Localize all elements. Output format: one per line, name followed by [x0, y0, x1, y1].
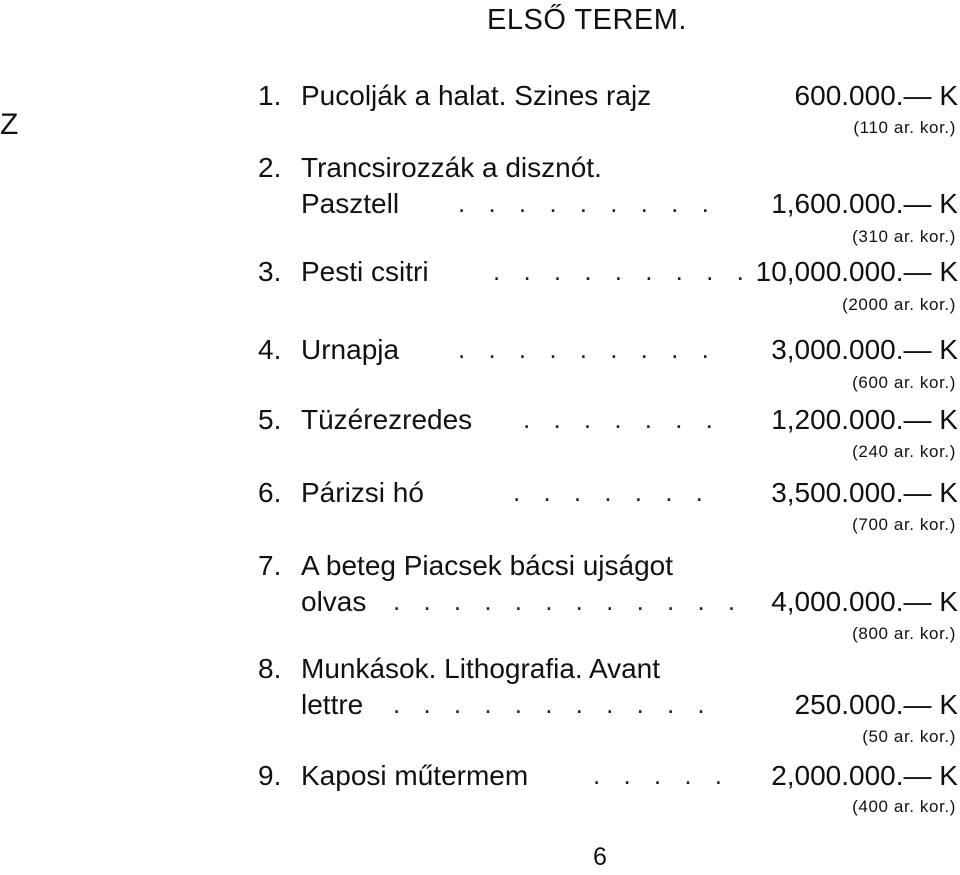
item-price: 4,000.000.— K	[771, 586, 958, 617]
item-title: Tüzérezredes	[301, 404, 473, 435]
item-number: 5.	[258, 404, 282, 435]
item-price: 1,200.000.— K	[771, 404, 958, 435]
item-note: (50 ar. kor.)	[862, 727, 956, 746]
item-title-line1: Trancsirozzák a disznót.	[301, 152, 602, 183]
item-note: (400 ar. kor.)	[852, 797, 956, 816]
item-title: Pesti csitri	[301, 256, 429, 287]
item-title: Urnapja	[301, 334, 400, 365]
item-leader-dots: . . . . . . . . .	[458, 188, 717, 218]
item-leader-dots: . . . . . . . . . . . .	[393, 586, 744, 616]
item-number: 3.	[258, 256, 282, 287]
item-number: 6.	[258, 477, 282, 508]
page-number: 6	[593, 843, 607, 871]
item-leader-dots: . . . . .	[593, 760, 731, 790]
item-note: (800 ar. kor.)	[852, 624, 956, 643]
item-price: 3,500.000.— K	[771, 477, 958, 508]
item-number: 1.	[258, 80, 282, 111]
item-price: 250.000.— K	[794, 689, 958, 720]
item-price: 2,000.000.— K	[771, 760, 958, 791]
item-note: (240 ar. kor.)	[852, 442, 956, 461]
page-heading: ELSŐ TEREM.	[487, 4, 687, 36]
item-leader-dots: . . . . . . . . . . .	[393, 689, 713, 719]
item-title: Párizsi hó	[301, 477, 424, 508]
item-number: 2.	[258, 152, 282, 183]
item-title: Pasztell	[301, 188, 400, 219]
item-price: 1,600.000.— K	[771, 188, 958, 219]
item-leader-dots: . . . . . . .	[513, 477, 711, 507]
item-title-line1: A beteg Piacsek bácsi ujságot	[301, 550, 674, 581]
item-price: 600.000.— K	[794, 80, 958, 111]
item-title: lettre	[301, 689, 364, 720]
item-price: 3,000.000.— K	[771, 334, 958, 365]
item-number: 8.	[258, 653, 282, 684]
item-price: 10,000.000.— K	[755, 256, 958, 287]
item-number: 4.	[258, 334, 282, 365]
item-leader-dots: . . . . . . . . .	[493, 256, 752, 286]
item-note: (700 ar. kor.)	[852, 515, 956, 534]
item-title-line1: Munkások. Lithografia. Avant	[301, 653, 661, 684]
item-note: (2000 ar. kor.)	[842, 295, 956, 314]
item-leader-dots: . . . . . . . . .	[458, 334, 717, 364]
item-title: Kaposi műtermem	[301, 760, 529, 791]
item-note: (110 ar. kor.)	[853, 118, 956, 137]
edge-letter: Z	[0, 108, 19, 141]
item-leader-dots: . . . . . . .	[523, 404, 721, 434]
item-note: (600 ar. kor.)	[852, 373, 956, 392]
item-number: 9.	[258, 760, 282, 791]
item-title: olvas	[301, 586, 367, 617]
item-title: Pucolják a halat. Szines rajz	[301, 80, 652, 111]
item-number: 7.	[258, 550, 282, 581]
item-note: (310 ar. kor.)	[852, 227, 956, 246]
